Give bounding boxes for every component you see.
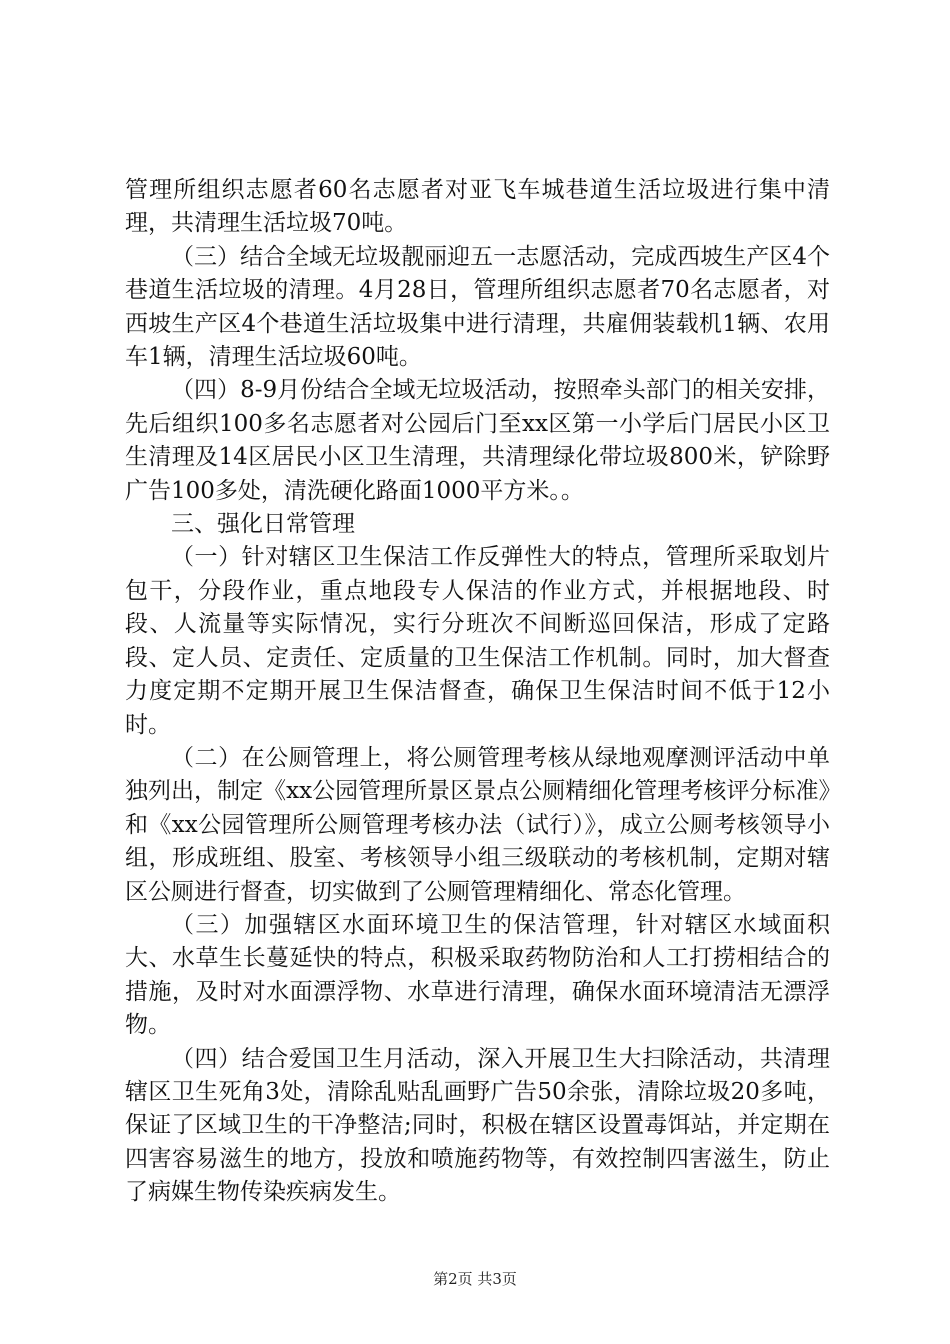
paragraph-6: （三）加强辖区水面环境卫生的保洁管理，针对辖区水域面积大、水草生长蔓延快的特点，积极采取药物防治和人工打捞相结合的措施，及时对水面漂浮物、水草进行清理，确保水面环境清洁无漂浮物。 [125, 911, 830, 1039]
page-number-footer: 第2页 共3页 [433, 1270, 517, 1288]
paragraph-5: （二）在公厕管理上，将公厕管理考核从绿地观摩测评活动中单独列出，制定《xx公园管理所景区景点公厕精细化管理考核评分标准》和《xx公园管理所公厕管理考核办法（试行）》，成立公厕考核领导小组，形成班组、股室、考核领导小组三级联动的考核机制，定期对辖区公厕进行督查，切实做到了公厕管理精细化、常态化管理。 [125, 744, 830, 905]
paragraph-3: （四）8-9月份结合全域无垃圾活动，按照牵头部门的相关安排，先后组织100多名志愿者对公园后门至xx区第一小学后门居民小区卫生清理及14区居民小区卫生清理，共清理绿化带垃圾800米，铲除野广告100多处，清洗硬化路面1000平方米。。 [125, 377, 830, 504]
paragraph-2: （三）结合全域无垃圾靓丽迎五一志愿活动，完成西坡生产区4个巷道生活垃圾的清理。4月28日，管理所组织志愿者70名志愿者，对西坡生产区4个巷道生活垃圾集中进行清理，共雇佣装载机1辆、农用车1辆，清理生活垃圾60吨。 [125, 243, 830, 371]
paragraph-4: （一）针对辖区卫生保洁工作反弹性大的特点，管理所采取划片包干，分段作业，重点地段专人保洁的作业方式，并根据地段、时段、人流量等实际情况，实行分班次不间断巡回保洁，形成了定路段、定人员、定责任、定质量的卫生保洁工作机制。同时，加大督查力度定期不定期开展卫生保洁督查，确保卫生保洁时间不低于12小时。 [125, 544, 830, 738]
document-body [125, 174, 830, 1210]
section-heading: 三、强化日常管理 [171, 511, 355, 538]
paragraph-7: （四）结合爱国卫生月活动，深入开展卫生大扫除活动，共清理辖区卫生死角3处，清除乱贴乱画野广告50余张，清除垃圾20多吨，保证了区域卫生的干净整洁;同时，积极在辖区设置毒饵站，并定期在四害容易滋生的地方，投放和喷施药物等，有效控制四害滋生，防止了病媒生物传染疾病发生。 [125, 1045, 830, 1206]
paragraph-1: 管理所组织志愿者60名志愿者对亚飞车城巷道生活垃圾进行集中清理，共清理生活垃圾70吨。 [125, 177, 830, 237]
